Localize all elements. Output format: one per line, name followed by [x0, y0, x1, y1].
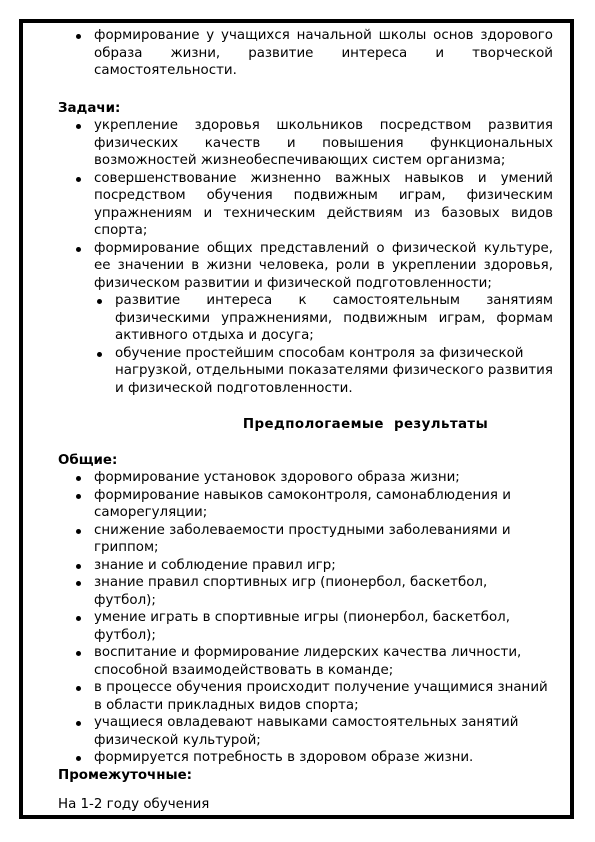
intro-list [58, 27, 553, 80]
document-body [58, 27, 553, 814]
list-item: формирование общих представлений о физической культуре, ее значении в жизни человека, роли в укреплении здоровья, физическом развитии и физической подготовленности; [58, 240, 553, 293]
list-item: снижение заболеваемости простудными заболеваниями и гриппом; [58, 522, 553, 557]
list-item: знание правил спортивных игр (пионербол, баскетбол, футбол); [58, 574, 553, 609]
list-item: умение играть в спортивные игры (пионербол, баскетбол, футбол); [58, 609, 553, 644]
tasks-heading: Задачи: [58, 100, 121, 116]
results-title: Предпологаемые результаты [242, 417, 489, 432]
tasks-list [58, 117, 553, 397]
intermediate-heading: Промежуточные: [58, 767, 193, 783]
general-heading: Общие: [58, 452, 118, 468]
list-item: формирование навыков самоконтроля, самонаблюдения и саморегуляции; [58, 487, 553, 522]
sub-list-item: обучение простейшим способам контроля за физической нагрузкой, отдельными показателями физического развития и физической подготовленности. [58, 345, 553, 398]
list-item: совершенствование жизненно важных навыков и умений посредством обучения подвижным играм, физическим упражнениям и техническим действиям из базовых видов спорта; [58, 170, 553, 240]
list-item: знание и соблюдение правил игр; [58, 557, 553, 575]
list-item: формирование у учащихся начальной школы основ здорового образа жизни, развитие интереса и творческой самостоятельности. [58, 27, 553, 80]
general-results-list [58, 469, 553, 767]
sub-list-item: развитие интереса к самостоятельным занятиям физическими упражнениями, подвижным играм, формам активного отдыха и досуга; [58, 292, 553, 345]
list-item: в процессе обучения происходит получение учащимися знаний в области прикладных видов спорта; [58, 679, 553, 714]
study-period-text: На 1-2 году обучения [58, 797, 210, 812]
list-item: укрепление здоровья школьников посредством развития физических качеств и повышения функциональных возможностей жизнеобеспечивающих систем организма; [58, 117, 553, 170]
list-item: учащиеся овладевают навыками самостоятельных занятий физической культурой; [58, 714, 553, 749]
list-item: формируется потребность в здоровом образе жизни. [58, 749, 553, 767]
list-item: формирование установок здорового образа жизни; [58, 469, 553, 487]
list-item: воспитание и формирование лидерских качества личности, способной взаимодействовать в команде; [58, 644, 553, 679]
